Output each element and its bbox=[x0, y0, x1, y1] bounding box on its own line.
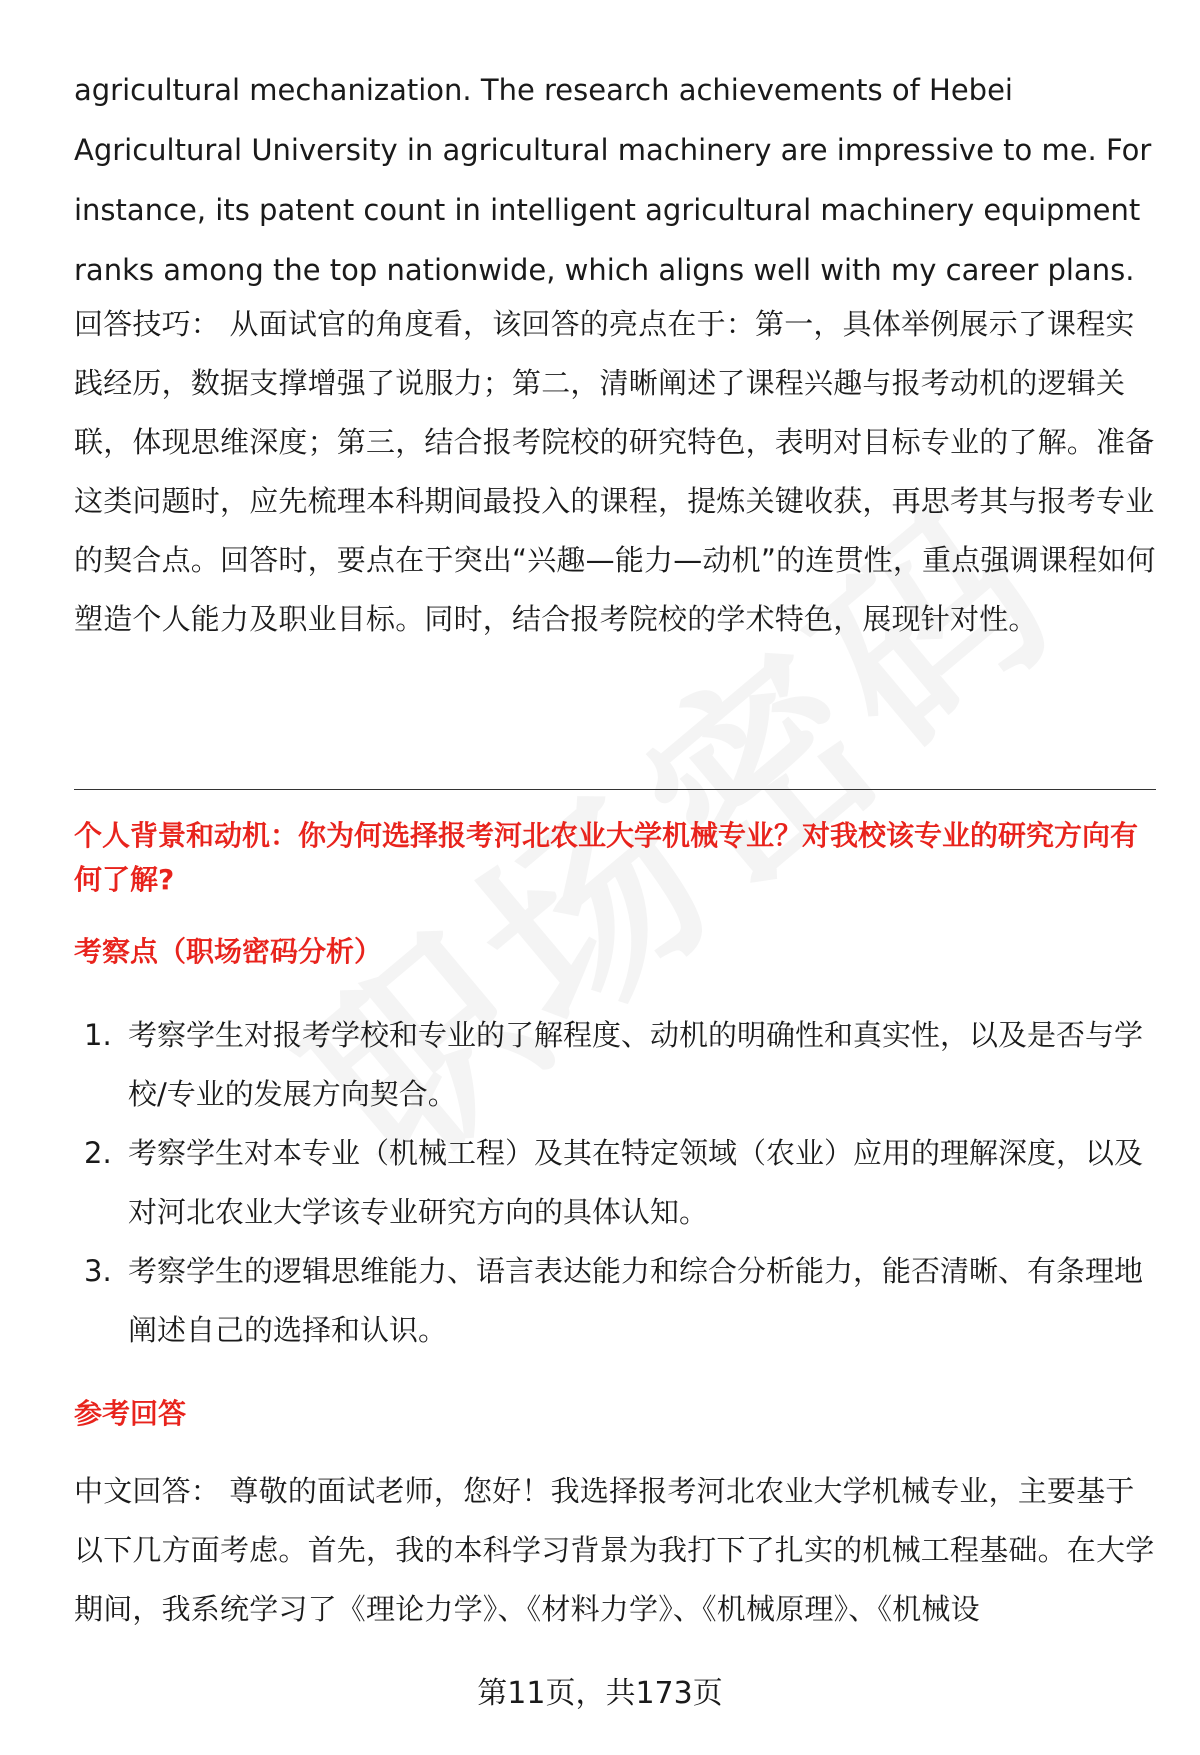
list-item bbox=[74, 1242, 1156, 1360]
list-item bbox=[74, 1006, 1156, 1124]
list-item-number: 1. bbox=[84, 1018, 112, 1052]
section-divider bbox=[74, 789, 1156, 790]
question-heading: 个人背景和动机：你为何选择报考河北农业大学机械专业？对我校该专业的研究方向有何了解? bbox=[74, 819, 1139, 896]
list-item-text: 考察学生对报考学校和专业的了解程度、动机的明确性和真实性，以及是否与学校/专业的发展方向契合。 bbox=[128, 1018, 1144, 1111]
page-number-footer: 第11页，共173页 bbox=[477, 1676, 723, 1711]
list-item bbox=[74, 1124, 1156, 1242]
list-item-number: 3. bbox=[84, 1254, 112, 1288]
list-item-text: 考察学生对本专业（机械工程）及其在特定领域（农业）应用的理解深度，以及对河北农业大学该专业研究方向的具体认知。 bbox=[128, 1136, 1144, 1229]
reference-answer-heading: 参考回答 bbox=[74, 1397, 187, 1430]
list-item-number: 2. bbox=[84, 1136, 112, 1170]
assessment-points-list bbox=[74, 1006, 1156, 1360]
assessment-heading: 考察点（职场密码分析） bbox=[74, 935, 383, 968]
answer-tips-paragraph: 回答技巧： 从面试官的角度看，该回答的亮点在于：第一，具体举例展示了课程实践经历，数据支撑增强了说服力；第二，清晰阐述了课程兴趣与报考动机的逻辑关联，体现思维深度；第三，结合报考院校的研究特色，表明对目标专业的了解。准备这类问题时，应先梳理本科期间最投入的课程，提炼关键收获，再思考其与报考专业的契合点。回答时，要点在于突出“兴趣—能力—动机”的连贯性，重点强调课程如何塑造个人能力及职业目标。同时，结合报考院校的学术特色，展现针对性。 bbox=[74, 307, 1156, 636]
list-item-text: 考察学生的逻辑思维能力、语言表达能力和综合分析能力，能否清晰、有条理地阐述自己的选择和认识。 bbox=[128, 1254, 1144, 1347]
english-paragraph: agricultural mechanization. The research achievements of Hebei Agricultural University in agricultural machinery are impressive to me. For instance, its patent count in intelligent agricultural machinery equipment ranks among the top nationwide, which aligns well with my career plans. bbox=[74, 73, 1152, 287]
reference-answer-paragraph: 中文回答： 尊敬的面试老师，您好！我选择报考河北农业大学机械专业，主要基于以下几方面考虑。首先，我的本科学习背景为我打下了扎实的机械工程基础。在大学期间，我系统学习了《理论力学》、《材料力学》、《机械原理》、《机械设 bbox=[74, 1474, 1155, 1626]
